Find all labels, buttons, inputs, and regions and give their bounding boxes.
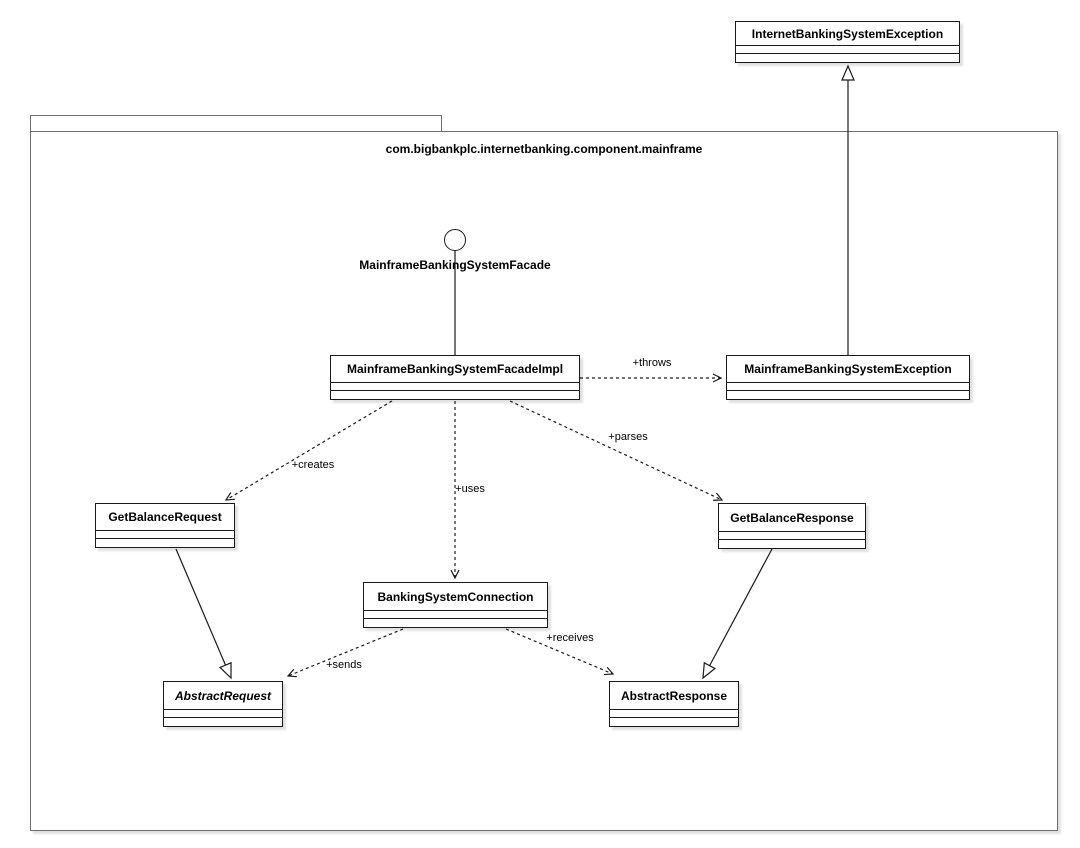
methods-compartment	[164, 718, 282, 726]
class-name: GetBalanceRequest	[96, 504, 234, 531]
interface-name: MainframeBankingSystemFacade	[359, 258, 551, 272]
edge-label-receives: +receives	[546, 632, 594, 644]
edge-label-sends: +sends	[326, 659, 362, 671]
edge-label-parses: +parses	[608, 431, 648, 443]
edge-label-uses: +uses	[455, 483, 485, 495]
class-name: MainframeBankingSystemException	[727, 356, 969, 383]
class-name: GetBalanceResponse	[719, 504, 865, 532]
class-name: AbstractRequest	[164, 682, 282, 710]
edge-label-creates: +creates	[291, 459, 335, 471]
class-internet-banking-system-exception	[735, 21, 960, 63]
methods-compartment	[736, 54, 959, 62]
class-get-balance-request	[95, 503, 235, 548]
attributes-compartment	[96, 531, 234, 539]
attributes-compartment	[719, 532, 865, 540]
methods-compartment	[610, 718, 738, 726]
attributes-compartment	[331, 383, 579, 391]
class-name: MainframeBankingSystemFacadeImpl	[331, 356, 579, 383]
class-name: AbstractResponse	[610, 682, 738, 710]
attributes-compartment	[736, 46, 959, 54]
class-get-balance-response	[718, 503, 866, 549]
class-banking-system-connection	[363, 582, 548, 628]
class-abstract-response	[609, 681, 739, 727]
dependency-parses-arrow	[510, 401, 722, 500]
edge-label-throws: +throws	[632, 357, 672, 369]
methods-compartment	[727, 391, 969, 399]
methods-compartment	[331, 391, 579, 399]
attributes-compartment	[164, 710, 282, 718]
methods-compartment	[96, 539, 234, 547]
class-abstract-request	[163, 681, 283, 727]
package-name: com.bigbankplc.internetbanking.component.mainframe	[385, 142, 703, 156]
generalization-request-arrow	[176, 549, 231, 678]
dependency-creates-arrow	[226, 401, 392, 500]
generalization-response-arrow	[703, 549, 772, 678]
interface-lollipop-icon	[444, 229, 466, 251]
attributes-compartment	[610, 710, 738, 718]
class-mainframe-banking-system-exception	[726, 355, 970, 400]
class-name: InternetBankingSystemException	[736, 22, 959, 46]
methods-compartment	[364, 619, 547, 627]
attributes-compartment	[364, 611, 547, 619]
methods-compartment	[719, 540, 865, 548]
attributes-compartment	[727, 383, 969, 391]
class-name: BankingSystemConnection	[364, 583, 547, 611]
class-mainframe-banking-system-facade-impl	[330, 355, 580, 400]
